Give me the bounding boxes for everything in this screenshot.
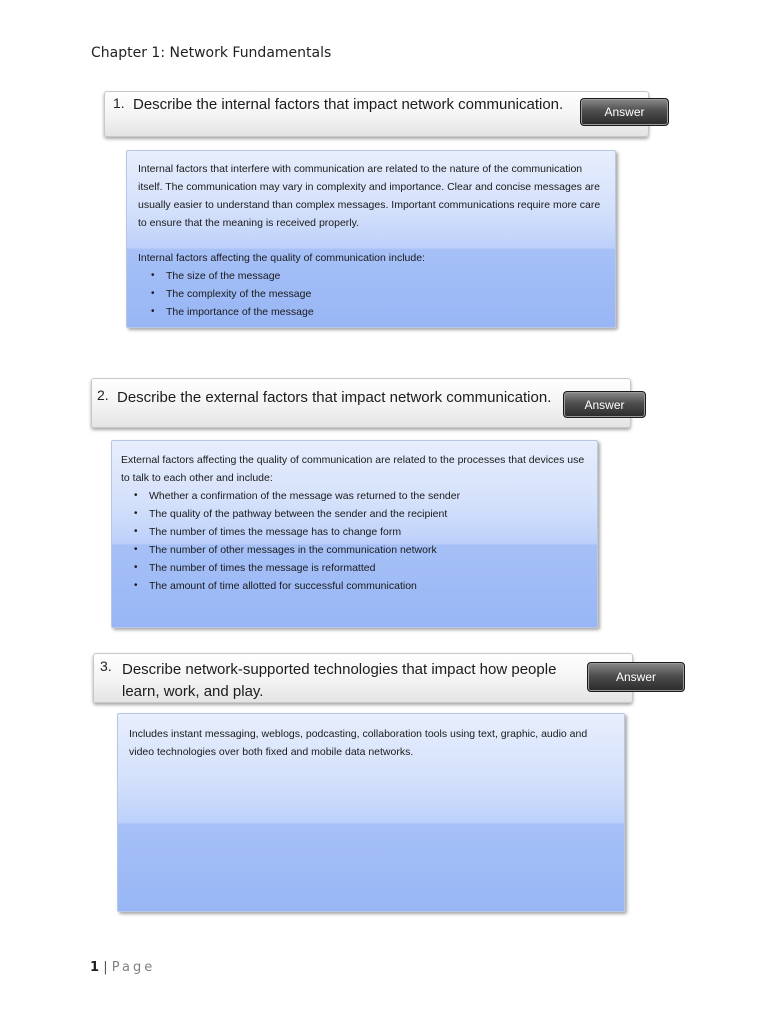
answer-1-paragraph-1: Internal factors that interfere with communication are related to the nature of the communication itself. The communication may vary in complexity and importance. Clear and concise messages are usually easier to understand than complex messages. Important communications require more care to ensure that the meaning is received properly. bbox=[138, 163, 601, 229]
question-1-answer-box bbox=[126, 150, 616, 328]
page-footer bbox=[90, 960, 155, 975]
question-2-answer-button[interactable]: Answer bbox=[563, 391, 646, 418]
list-item: • Whether a confirmation of the message was returned to the sender bbox=[121, 487, 587, 505]
question-1-answer-button[interactable]: Answer bbox=[580, 98, 669, 126]
answer-3-paragraph-1: Includes instant messaging, weblogs, podcasting, collaboration tools using text, graphic, audio and video technologies over both fixed and mobile data networks. bbox=[129, 728, 588, 758]
question-2-answer-box bbox=[111, 440, 598, 628]
answer-1-list bbox=[138, 267, 605, 321]
page-word: Page bbox=[111, 960, 156, 975]
list-item: • The number of times the message has to change form bbox=[121, 523, 587, 541]
list-item: • The complexity of the message bbox=[138, 285, 605, 303]
answer-2-list bbox=[121, 487, 587, 595]
page-number: 1 bbox=[90, 960, 100, 975]
list-item: • The importance of the message bbox=[138, 303, 605, 321]
question-3-answer-button[interactable]: Answer bbox=[587, 662, 685, 692]
question-3-text-line-1: Describe network-supported technologies that impact how people bbox=[122, 661, 557, 678]
question-3-number: 3. bbox=[100, 658, 112, 674]
list-item: • The size of the message bbox=[138, 267, 605, 285]
answer-2-paragraph-1: External factors affecting the quality of communication are related to the processes that devices use to talk to each other and include: bbox=[121, 454, 585, 484]
question-3-answer-box bbox=[117, 713, 625, 912]
question-3-text-line-2: learn, work, and play. bbox=[122, 683, 264, 700]
question-2-text: Describe the external factors that impact network communication. bbox=[117, 389, 552, 406]
page-separator: | bbox=[103, 960, 108, 975]
list-item: • The number of times the message is reformatted bbox=[121, 559, 587, 577]
chapter-title: Chapter 1: Network Fundamentals bbox=[91, 45, 332, 61]
answer-1-paragraph-2: Internal factors affecting the quality of communication include: bbox=[138, 252, 425, 264]
question-1-text: Describe the internal factors that impact network communication. bbox=[133, 96, 564, 113]
list-item: • The quality of the pathway between the sender and the recipient bbox=[121, 505, 587, 523]
question-1-number: 1. bbox=[113, 95, 125, 111]
list-item: • The number of other messages in the communication network bbox=[121, 541, 587, 559]
list-item: • The amount of time allotted for successful communication bbox=[121, 577, 587, 595]
question-2-number: 2. bbox=[97, 387, 109, 403]
